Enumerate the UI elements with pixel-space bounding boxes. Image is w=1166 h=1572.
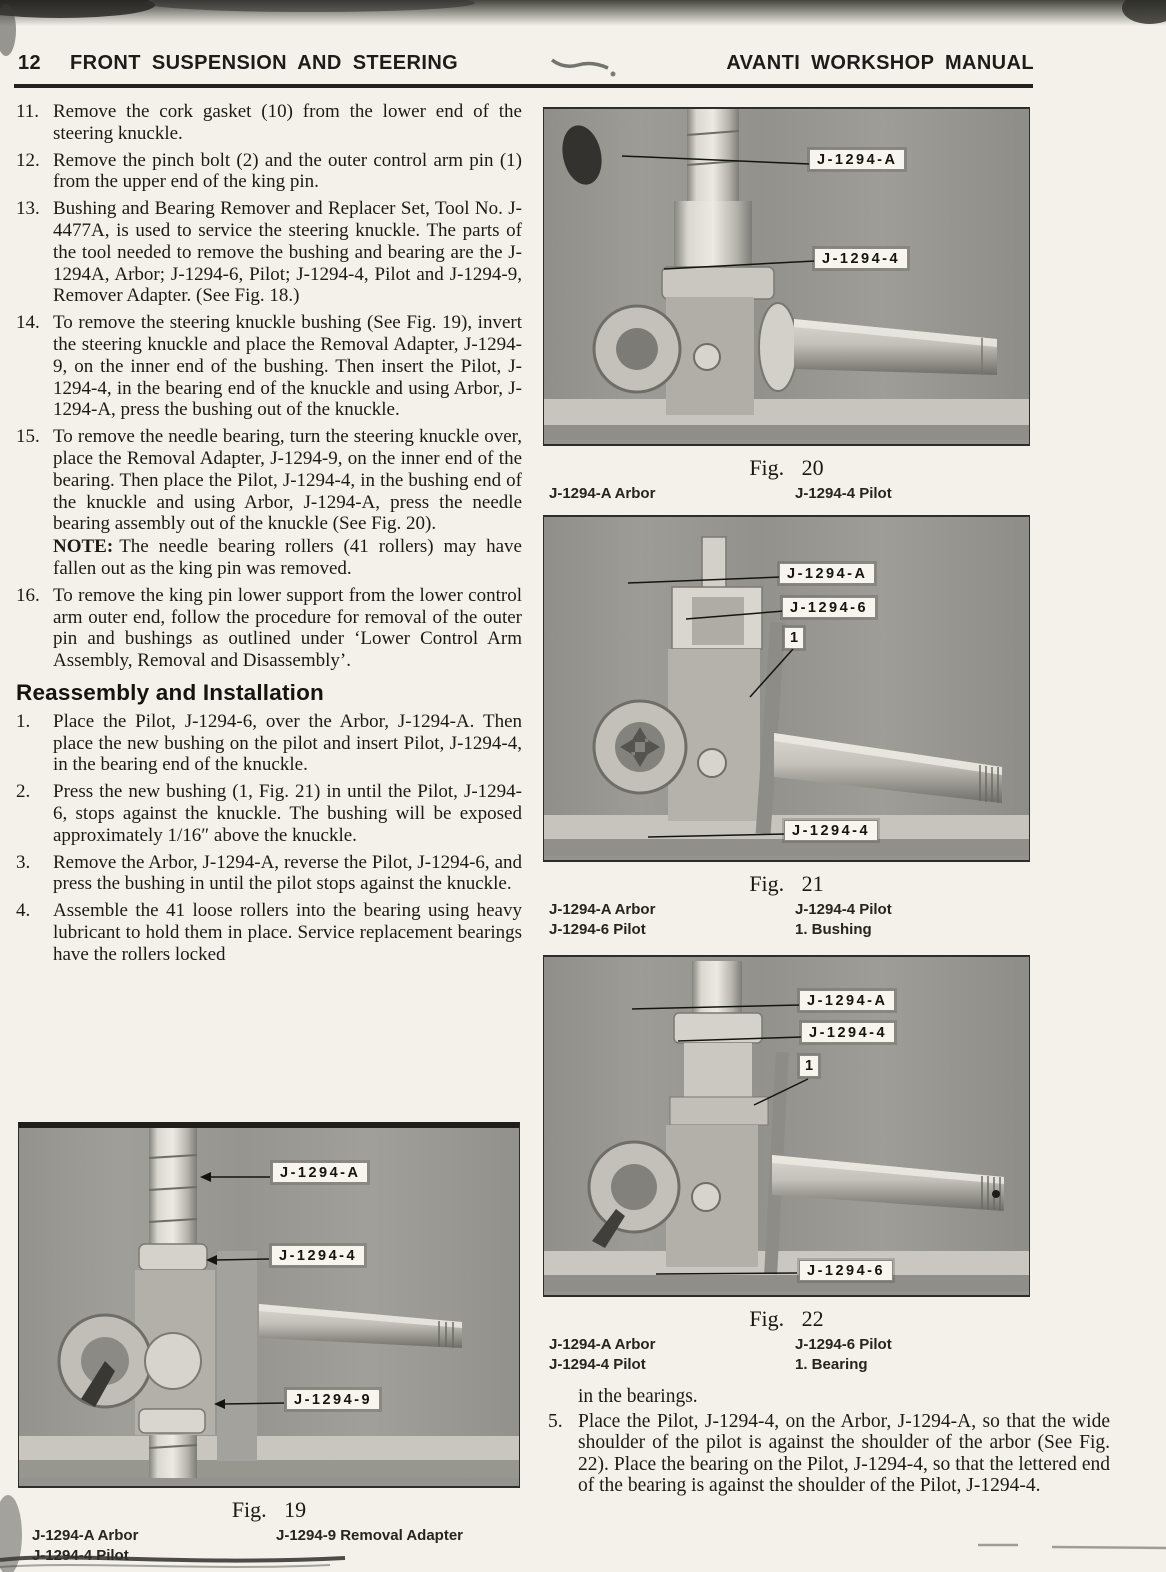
- list-item-11: [16, 101, 522, 145]
- fig20-legend: [543, 484, 1030, 504]
- fig19-caption: Fig. 19: [231, 1497, 307, 1522]
- legend-entry: J-1294-A Arbor: [549, 485, 656, 502]
- legend-entry: J-1294-6 Pilot: [549, 920, 646, 938]
- legend-entry: J-1294-A Arbor: [32, 1527, 139, 1544]
- item-text: To remove the king pin lower support from the lower control arm outer end, follow the procedure for removal of the outer pin and bushings as outlined under ‘Lower Control Arm Assembly, Removal and Disassembly’.: [53, 584, 522, 672]
- header-left: [18, 52, 458, 75]
- item-number: 3.: [16, 851, 31, 873]
- item-text: Remove the cork gasket (10) from the lower end of the steering knuckle.: [53, 101, 522, 144]
- part-label: J-1294-6: [799, 1260, 893, 1281]
- legend-entry: J-1294-9 Removal Adapter: [276, 1527, 464, 1544]
- item-text: To remove the steering knuckle bushing (See Fig. 19), invert the steering knuckle and place the Removal Adapter, J-1294-9, on the inner end of the bushing. Then insert the Pilot, J-1294-4, in the bearing end of the knuckle and using Arbor, J-1294-A, press the bushing out of the knuckle.: [53, 312, 522, 421]
- item-text: Place the Pilot, J-1294-4, on the Arbor, J-1294-A, so that the wide shoulder of the pilot is against the shoulder of the arbor (See Fig. 22). Place the bearing on the Pilot, J-1294-4, so that the lettered end of the bearing is against the shoulder of the Pilot, J-1294-4.: [578, 1410, 1110, 1497]
- item-text: To remove the needle bearing, turn the steering knuckle over, place the Removal Adapter, J-1294-9, on the inner end of the bearing. Then place the Pilot, J-1294-4, in the bushing end of the knuckle and using Arbor, J-1294-A, press the needle bearing assembly out of the knuckle (See Fig. 20).: [53, 426, 522, 535]
- fig22-legend: [543, 1335, 1030, 1374]
- note-label: NOTE:: [53, 536, 114, 558]
- part-label: J-1294-4: [271, 1245, 365, 1266]
- list-item-5: [548, 1411, 1110, 1497]
- legend-entry: J-1294-4 Pilot: [795, 485, 892, 502]
- item-number: 12.: [16, 149, 40, 171]
- legend-entry: J-1294-4 Pilot: [795, 901, 892, 918]
- list-item-3: [16, 852, 522, 896]
- part-label: 1: [784, 627, 804, 649]
- list-item-15: [16, 426, 522, 580]
- item-number: 4.: [16, 900, 31, 922]
- part-label: J-1294-4: [801, 1022, 895, 1043]
- item-number: 1.: [16, 710, 31, 732]
- list-item-13: [16, 198, 522, 307]
- part-label: J-1294-A: [809, 149, 905, 170]
- part-label: J-1294-9: [286, 1389, 380, 1410]
- fig19-legend: [18, 1526, 520, 1565]
- note-paragraph: [53, 536, 522, 580]
- figure-20-photo: [543, 107, 1030, 446]
- reassembly-heading: Reassembly and Installation: [16, 679, 324, 705]
- part-label: J-1294-4: [814, 248, 908, 269]
- header-rule: [14, 84, 1033, 88]
- part-label: J-1294-A: [272, 1162, 368, 1183]
- item-number: 5.: [548, 1410, 563, 1432]
- fig22-caption: Fig. 22: [749, 1306, 824, 1331]
- right-column-bottom: [548, 1386, 1110, 1502]
- figure-21-photo: [543, 515, 1030, 862]
- figure-19: [18, 1122, 520, 1565]
- item-text: Remove the Arbor, J-1294-A, reverse the Pilot, J-1294-6, and press the bushing in until the pilot stops against the knuckle.: [53, 851, 522, 895]
- legend-entry: 1. Bushing: [795, 920, 872, 938]
- item-text: Press the new bushing (1, Fig. 21) in until the Pilot, J-1294-6, stops against the knuckle. The bushing will be exposed approximately 1/16″ above the knuckle.: [53, 781, 522, 846]
- legend-entry: 1. Bearing: [795, 1355, 868, 1373]
- item-text: Remove the pinch bolt (2) and the outer control arm pin (1) from the upper end of the king pin.: [53, 149, 522, 193]
- list-item-4: [16, 900, 522, 965]
- continuation-text: in the bearings.: [578, 1386, 698, 1407]
- figure-20: [543, 107, 1030, 504]
- item-number: 11.: [16, 101, 40, 122]
- item-number: 15.: [16, 426, 40, 448]
- list-item-16: [16, 585, 522, 672]
- part-label: J-1294-A: [799, 990, 895, 1011]
- item-number: 14.: [16, 312, 40, 334]
- list-item-2: [16, 781, 522, 846]
- part-label: 1: [799, 1055, 819, 1077]
- part-label: J-1294-4: [784, 820, 878, 841]
- legend-entry: J-1294-4 Pilot: [549, 1355, 646, 1373]
- item-text: Bushing and Bearing Remover and Replacer Set, Tool No. J-4477A, is used to service the steering knuckle. The parts of the tool needed to remove the bushing and bearing are the J-1294A, Arbor; J-1294-6, Pilot; J-1294-4, Pilot and J-1294-9, Remover Adapter. (See Fig. 18.): [53, 198, 522, 307]
- page-header: [18, 52, 1034, 75]
- figure-22: [543, 955, 1030, 1374]
- note-text: The needle bearing rollers (41 rollers) may have fallen out as the king pin was removed.: [53, 536, 522, 579]
- item-text: Assemble the 41 loose rollers into the bearing using heavy lubricant to hold them in place. Service replacement bearings have the rollers locked: [53, 900, 522, 965]
- figure-22-photo: [543, 955, 1030, 1297]
- fig21-caption: Fig. 21: [749, 871, 824, 896]
- item-text: Place the Pilot, J-1294-6, over the Arbor, J-1294-A. Then place the new bushing on the pilot and insert Pilot, J-1294-4, in the bearing end of the knuckle.: [53, 710, 522, 776]
- fig20-caption: Fig. 20: [749, 455, 824, 480]
- part-label: J-1294-A: [779, 563, 875, 584]
- fig21-legend: [543, 900, 1030, 939]
- list-item-12: [16, 150, 522, 194]
- list-item-1: [16, 711, 522, 776]
- left-column: [16, 101, 522, 970]
- page-number: 12: [18, 52, 42, 74]
- legend-entry: J-1294-6 Pilot: [795, 1336, 892, 1353]
- figure-21: [543, 515, 1030, 939]
- part-label: J-1294-6: [782, 597, 876, 618]
- figure-19-photo: [18, 1122, 520, 1488]
- item-number: 13.: [16, 198, 40, 220]
- legend-entry: J-1294-A Arbor: [549, 901, 656, 918]
- manual-title: AVANTI WORKSHOP MANUAL: [726, 52, 1034, 74]
- section-title: FRONT SUSPENSION AND STEERING: [70, 52, 459, 74]
- legend-entry: J-1294-4 Pilot: [32, 1546, 129, 1564]
- item-number: 2.: [16, 781, 31, 803]
- legend-entry: J-1294-A Arbor: [549, 1336, 656, 1353]
- list-item-14: [16, 312, 522, 421]
- item-number: 16.: [16, 584, 40, 606]
